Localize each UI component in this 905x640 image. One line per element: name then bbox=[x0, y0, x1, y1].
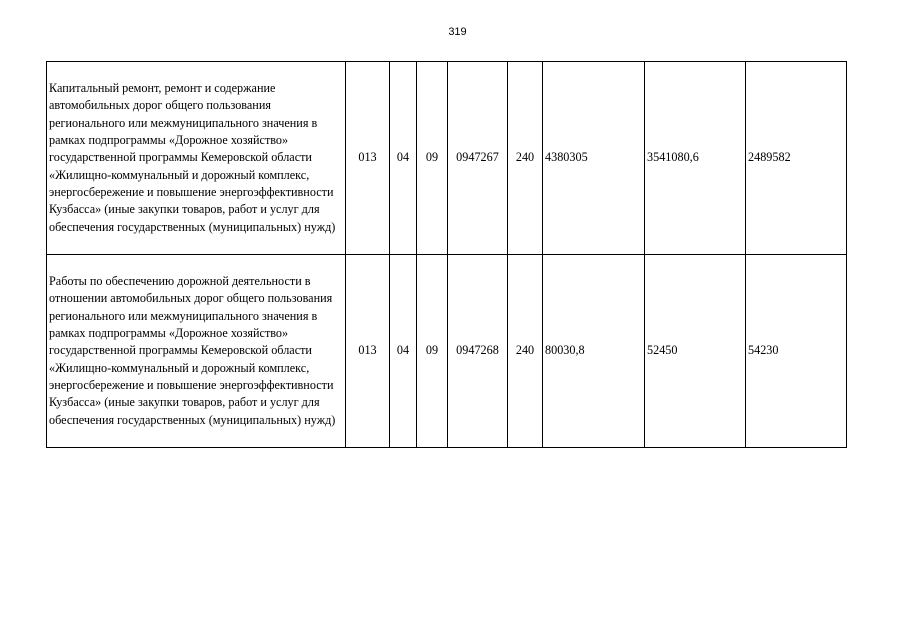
expense-type-code: 240 bbox=[508, 62, 543, 255]
ministry-code: 013 bbox=[346, 255, 390, 448]
ministry-code: 013 bbox=[346, 62, 390, 255]
subsection-code: 09 bbox=[417, 255, 448, 448]
section-code: 04 bbox=[390, 62, 417, 255]
target-article-code: 0947267 bbox=[448, 62, 508, 255]
item-name: Работы по обеспечению дорожной деятельности в отношении автомобильных дорог общего пользования регионального или межмуниципального значения в рамках подпрограммы «Дорожное хозяйство» государственной программы Кемеровской области «Жилищно-коммунальный и дорожный комплекс, энергосбережение и повышение энергоэффективности Кузбасса» (иные закупки товаров, работ и услуг для обеспечения государственных (муниципальных) нужд) bbox=[47, 255, 346, 448]
item-name: Капитальный ремонт, ремонт и содержание автомобильных дорог общего пользования регионального или межмуниципального значения в рамках подпрограммы «Дорожное хозяйство» государственной программы Кемеровской области «Жилищно-коммунальный и дорожный комплекс, энергосбережение и повышение энергоэффективности Кузбасса» (иные закупки товаров, работ и услуг для обеспечения государственных (муниципальных) нужд) bbox=[47, 62, 346, 255]
target-article-code: 0947268 bbox=[448, 255, 508, 448]
amount-year-2: 3541080,6 bbox=[645, 62, 746, 255]
table-row bbox=[47, 62, 847, 255]
page-number: 319 bbox=[448, 26, 467, 38]
amount-year-2: 52450 bbox=[645, 255, 746, 448]
amount-year-1: 80030,8 bbox=[543, 255, 645, 448]
amount-year-1: 4380305 bbox=[543, 62, 645, 255]
amount-year-3: 54230 bbox=[746, 255, 847, 448]
amount-year-3: 2489582 bbox=[746, 62, 847, 255]
table-row bbox=[47, 255, 847, 448]
expense-type-code: 240 bbox=[508, 255, 543, 448]
subsection-code: 09 bbox=[417, 62, 448, 255]
section-code: 04 bbox=[390, 255, 417, 448]
budget-table bbox=[46, 61, 847, 448]
